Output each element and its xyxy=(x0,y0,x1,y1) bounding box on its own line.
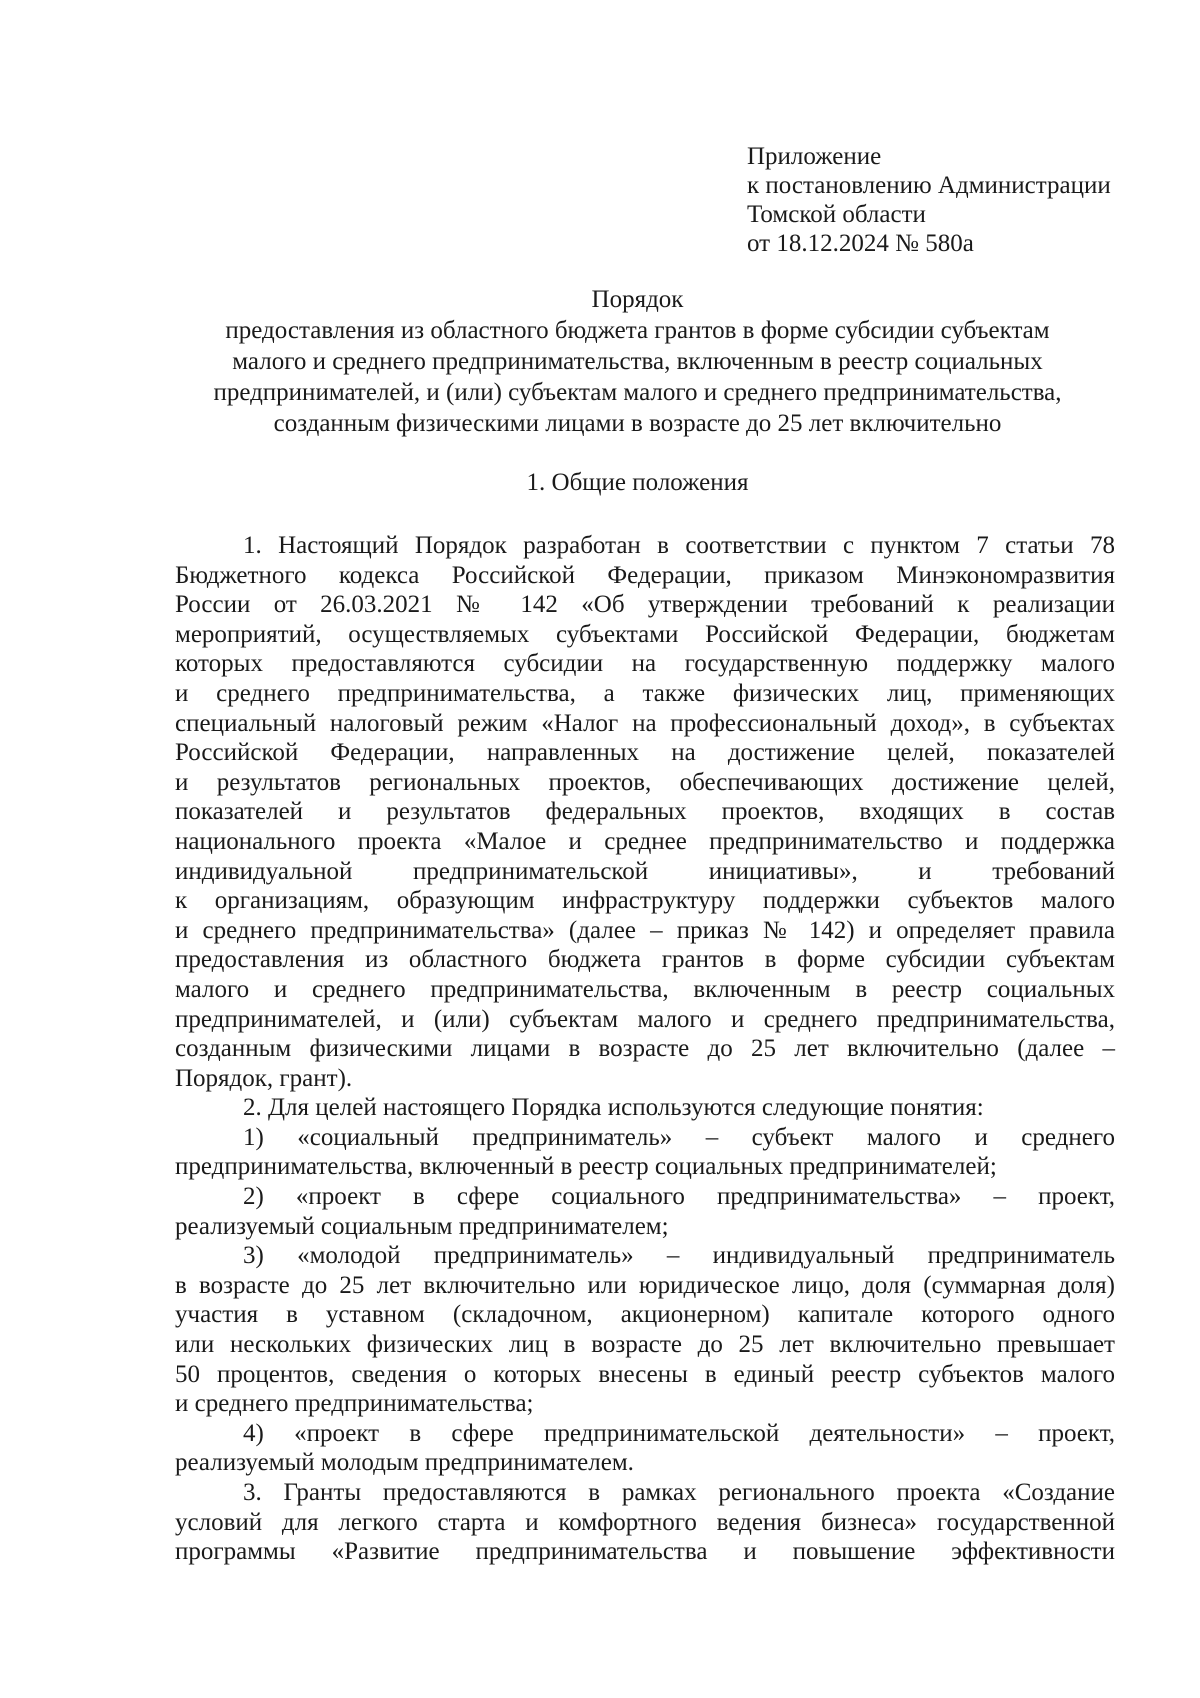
body-line: и результатов региональных проектов, обеспечивающих достижение целей, xyxy=(175,768,1115,796)
body-line: малого и среднего предпринимательства, включенным в реестр социальных xyxy=(175,975,1115,1003)
body-line: 2. Для целей настоящего Порядка используются следующие понятия: xyxy=(243,1094,984,1122)
body-line: предпринимателей, и (или) субъектам малого и среднего предпринимательства, xyxy=(175,1005,1115,1033)
body-line: России от 26.03.2021 № 142 «Об утверждении требований к реализации xyxy=(175,591,1115,619)
body-line: Порядок, грант). xyxy=(175,1064,353,1092)
body-line: участия в уставном (складочном, акционерном) капитале которого одного xyxy=(175,1301,1115,1329)
body-line: или нескольких физических лиц в возрасте до 25 лет включительно превышает xyxy=(175,1331,1115,1359)
title-heading: Порядок xyxy=(591,286,684,313)
body-line: специальный налоговый режим «Налог на профессиональный доход», в субъектах xyxy=(175,709,1115,737)
body-line: 1) «социальный предприниматель» – субъект малого и среднего xyxy=(243,1123,1115,1151)
body-line: и среднего предпринимательства, а также физических лиц, применяющих xyxy=(175,679,1115,707)
body-line: в возрасте до 25 лет включительно или юридическое лицо, доля (суммарная доля) xyxy=(175,1271,1115,1299)
body-line: реализуемый молодым предпринимателем. xyxy=(175,1449,634,1477)
body-line: предоставления из областного бюджета грантов в форме субсидии субъектам xyxy=(175,946,1115,974)
body-line: и среднего предпринимательства» (далее – приказ № 142) и определяет правила xyxy=(175,916,1115,944)
appendix-line: Томской области xyxy=(747,201,926,228)
body-line: 3. Гранты предоставляются в рамках регионального проекта «Создание xyxy=(243,1479,1115,1506)
appendix-line: Приложение xyxy=(747,143,882,170)
title-line: предпринимателей, и (или) субъектам малого и среднего предпринимательства, xyxy=(213,379,1062,406)
body-line: 2) «проект в сфере социального предпринимательства» – проект, xyxy=(243,1183,1115,1211)
body-line: предпринимательства, включенный в реестр социальных предпринимателей; xyxy=(175,1153,997,1181)
appendix-line: к постановлению Администрации xyxy=(747,172,1111,199)
body-line: национального проекта «Малое и среднее предпринимательство и поддержка xyxy=(175,827,1115,855)
body-line: созданным физическими лицами в возрасте до 25 лет включительно (далее – xyxy=(175,1035,1115,1063)
body-text xyxy=(175,531,1115,1567)
section-heading: 1. Общие положения xyxy=(526,469,749,496)
title-line: созданным физическими лицами в возрасте до 25 лет включительно xyxy=(273,410,1002,437)
title-line: малого и среднего предпринимательства, включенным в реестр социальных xyxy=(232,348,1043,375)
body-line: которых предоставляются субсидии на государственную поддержку малого xyxy=(175,650,1115,678)
appendix-line: от 18.12.2024 № 580а xyxy=(747,230,974,257)
body-line: программы «Развитие предпринимательства и повышение эффективности xyxy=(175,1538,1115,1566)
body-line: индивидуальной предпринимательской инициативы», и требований xyxy=(175,857,1115,885)
body-line: 1. Настоящий Порядок разработан в соответствии с пунктом 7 статьи 78 xyxy=(243,532,1115,559)
body-line: показателей и результатов федеральных проектов, входящих в состав xyxy=(175,798,1115,826)
body-line: и среднего предпринимательства; xyxy=(175,1390,534,1418)
body-line: Бюджетного кодекса Российской Федерации, приказом Минэкономразвития xyxy=(175,561,1115,589)
body-line: к организациям, образующим инфраструктуру поддержки субъектов малого xyxy=(175,887,1115,915)
body-line: 4) «проект в сфере предпринимательской деятельности» – проект, xyxy=(243,1419,1115,1447)
appendix-block xyxy=(747,142,1111,258)
body-line: 50 процентов, сведения о которых внесены в единый реестр субъектов малого xyxy=(175,1360,1115,1388)
body-line: мероприятий, осуществляемых субъектами Российской Федерации, бюджетам xyxy=(175,620,1115,648)
body-line: реализуемый социальным предпринимателем; xyxy=(175,1212,669,1240)
title-line: предоставления из областного бюджета грантов в форме субсидии субъектам xyxy=(225,317,1050,344)
body-line: Российской Федерации, направленных на достижение целей, показателей xyxy=(175,739,1115,767)
document-title xyxy=(160,284,1115,439)
body-line: условий для легкого старта и комфортного ведения бизнеса» государственной xyxy=(175,1508,1115,1536)
body-line: 3) «молодой предприниматель» – индивидуальный предприниматель xyxy=(243,1242,1115,1270)
